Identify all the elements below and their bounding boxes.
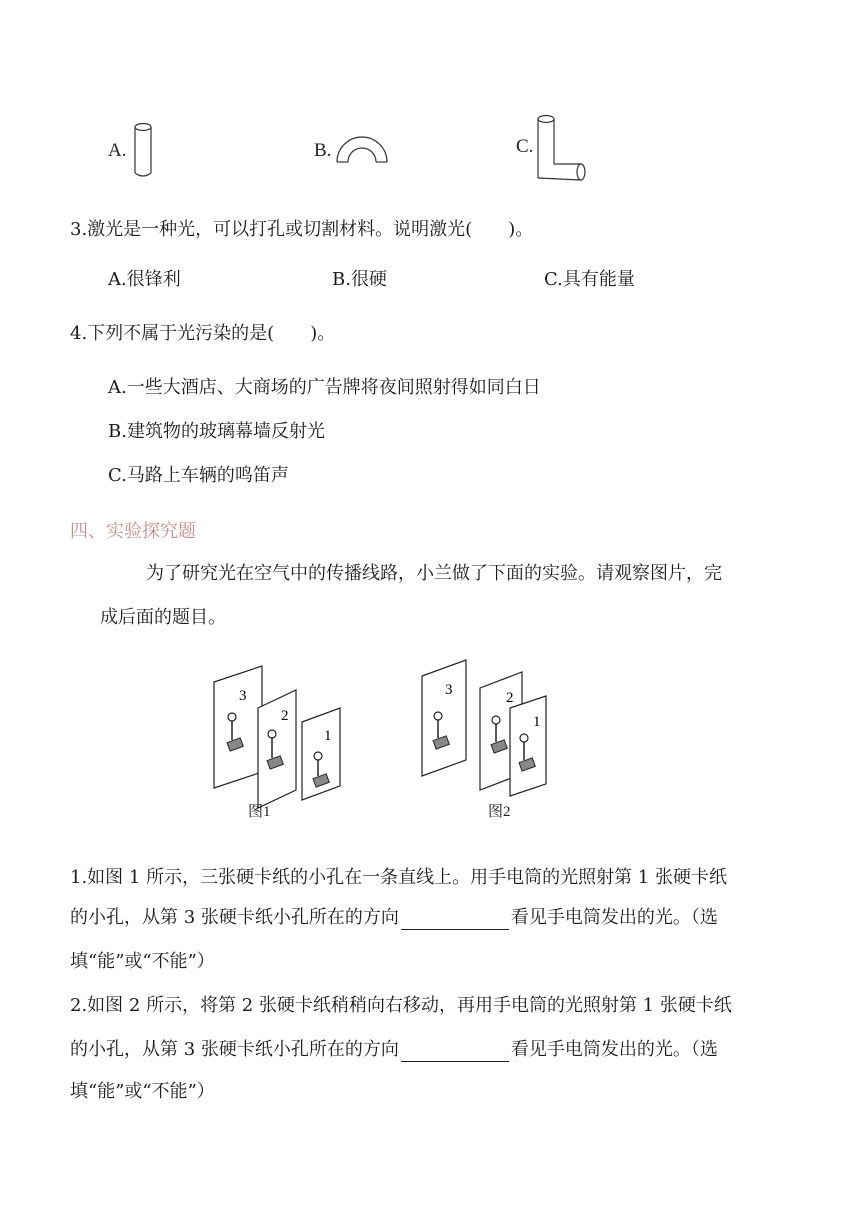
experiment-q2-line-1: 2.如图 2 所示，将第 2 张硬卡纸稍稍向右移动，再用手电筒的光照射第 1 张硬卡纸 — [70, 995, 732, 1016]
arched-tube-figure — [334, 132, 390, 166]
question-3-stem: 3.激光是一种光，可以打孔或切割材料。说明激光( )。 — [70, 219, 534, 240]
figure-2-card-3-number: 3 — [445, 682, 453, 698]
figure-1-card-2-number: 2 — [281, 708, 289, 724]
question-3-option-b: B.很硬 — [332, 269, 387, 290]
experiment-q2-line-2 — [70, 1038, 718, 1062]
shape-b-label: B. — [314, 140, 332, 161]
section-title: 四、实验探究题 — [70, 521, 196, 542]
experiment-q1-line-2-after: 看见手电筒发出的光。（选 — [510, 907, 718, 928]
experiment-q1-answer-blank[interactable] — [401, 911, 509, 930]
section-intro-line-1: 为了研究光在空气中的传播线路，小兰做了下面的实验。请观察图片，完 — [146, 563, 722, 584]
figure-1-cards-aligned — [210, 660, 370, 800]
question-4-option-b: B.建筑物的玻璃幕墙反射光 — [108, 421, 325, 442]
bent-tube-figure — [534, 112, 594, 186]
figure-2-card-1-number: 1 — [533, 714, 541, 730]
shape-a-label: A. — [108, 140, 127, 161]
figure-2-card-2-number: 2 — [506, 690, 514, 706]
figure-1-card-1-number: 1 — [324, 728, 332, 744]
experiment-q2-answer-blank[interactable] — [401, 1043, 509, 1062]
figure-2-cards-shifted — [418, 660, 578, 800]
question-4-stem: 4.下列不属于光污染的是( )。 — [70, 323, 336, 344]
experiment-q1-line-3: 填“能”或“不能”） — [70, 951, 215, 972]
experiment-q2-line-2-after: 看见手电筒发出的光。（选 — [510, 1039, 718, 1060]
figure-2-caption: 图2 — [488, 804, 511, 820]
question-4-option-a: A.一些大酒店、大商场的广告牌将夜间照射得如同白日 — [108, 377, 541, 398]
section-intro-line-2: 成后面的题目。 — [100, 607, 226, 628]
question-3-option-a: A.很锋利 — [108, 269, 181, 290]
figure-1-caption: 图1 — [248, 804, 271, 820]
figure-1-card-3-number: 3 — [239, 688, 247, 704]
question-4-option-c: C.马路上车辆的鸣笛声 — [108, 465, 289, 486]
question-3-option-c: C.具有能量 — [544, 269, 635, 290]
straight-tube-figure — [130, 118, 160, 184]
experiment-q1-line-1: 1.如图 1 所示，三张硬卡纸的小孔在一条直线上。用手电筒的光照射第 1 张硬卡纸 — [70, 867, 727, 888]
experiment-q2-line-2-before: 的小孔，从第 3 张硬卡纸小孔所在的方向 — [70, 1039, 399, 1060]
shape-c-label: C. — [516, 136, 534, 157]
experiment-q2-line-3: 填“能”或“不能”） — [70, 1081, 215, 1102]
experiment-q1-line-2 — [70, 906, 718, 930]
experiment-q1-line-2-before: 的小孔，从第 3 张硬卡纸小孔所在的方向 — [70, 907, 399, 928]
